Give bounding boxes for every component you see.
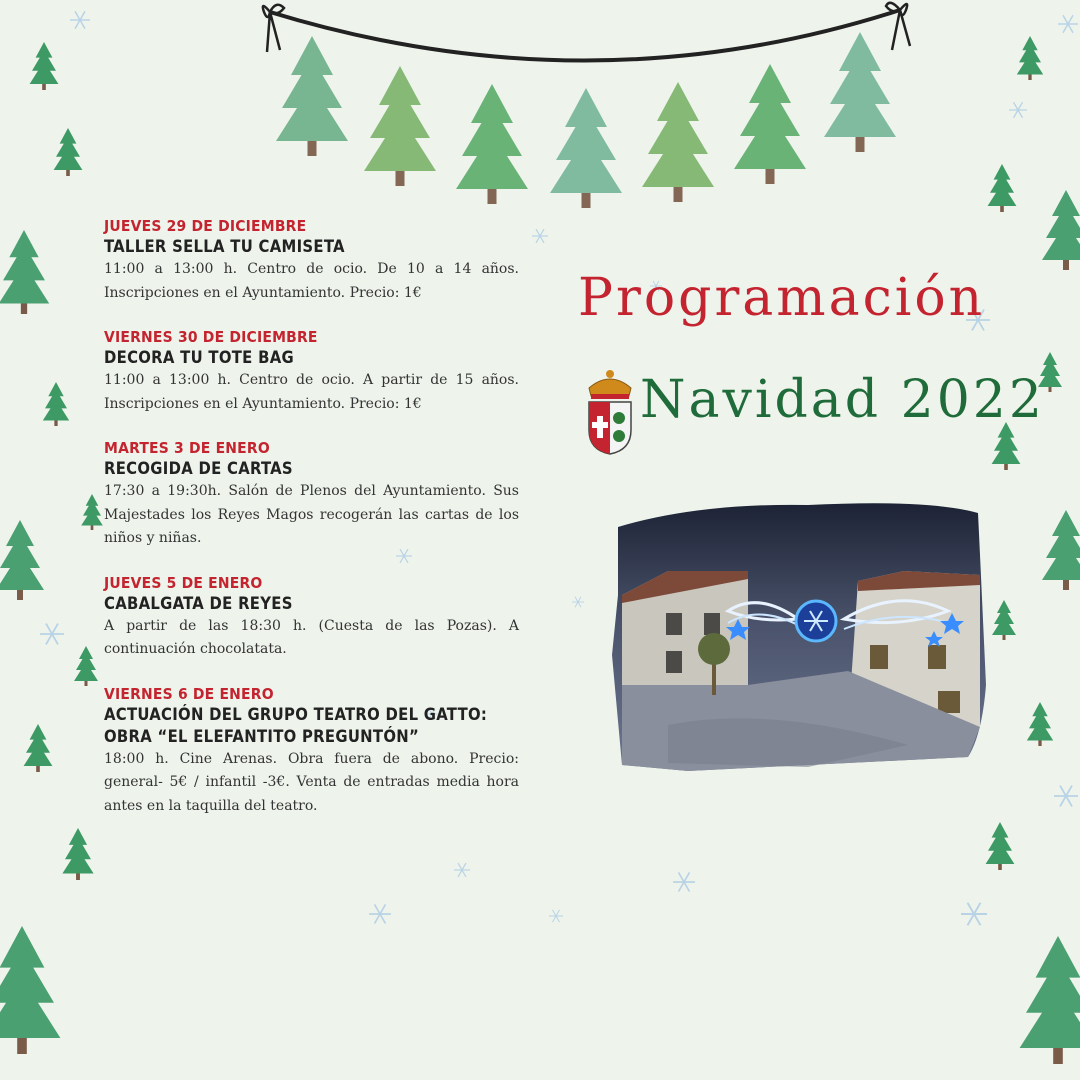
tree-icon [1027, 702, 1053, 746]
tree-icon [24, 724, 53, 772]
tree-icon [1042, 190, 1080, 270]
snowflake-icon [369, 904, 391, 923]
tree-icon [74, 646, 98, 686]
garland-tree-icon [456, 84, 528, 204]
event-date: MARTES 3 DE ENERO [104, 439, 270, 457]
event-item [104, 327, 519, 416]
snowflake-icon [572, 597, 584, 607]
tree-icon [43, 382, 69, 426]
snowflake-icon [40, 624, 64, 645]
tree-icon [54, 128, 83, 176]
street-photo [608, 495, 988, 775]
snowflake-icon [1058, 15, 1078, 32]
event-date: VIERNES 30 DE DICIEMBRE [104, 328, 318, 346]
snowflake-icon [549, 910, 563, 922]
events-list [104, 216, 519, 840]
tree-icon [0, 520, 44, 600]
snowflake-icon [961, 903, 987, 926]
tree-icon [81, 494, 103, 530]
snowflake-icon [70, 11, 90, 28]
tree-icon [62, 828, 93, 880]
snowflake-icon [673, 872, 695, 891]
event-date: JUEVES 29 DE DICIEMBRE [104, 217, 307, 235]
event-description: 11:00 a 13:00 h. Centro de ocio. A partir de 15 años. Inscripciones en el Ayuntamiento. Precio: 1€ [104, 372, 519, 412]
garland-tree-icon [734, 64, 806, 184]
event-title: RECOGIDA DE CARTAS [104, 459, 293, 478]
title-navidad: Navidad 2022 [640, 370, 1045, 430]
event-title: CABALGATA DE REYES [104, 593, 293, 613]
event-item [104, 573, 519, 662]
event-description: 11:00 a 13:00 h. Centro de ocio. De 10 a 14 años. Inscripciones en el Ayuntamiento. Precio: 1€ [104, 261, 519, 301]
tree-icon [986, 822, 1015, 870]
event-description: 17:30 a 19:30h. Salón de Plenos del Ayuntamiento. Sus Majestades los Reyes Magos recogerán las cartas de los niños y niñas. [104, 483, 519, 546]
snowflake-icon [532, 229, 548, 243]
tree-icon [1017, 36, 1043, 80]
snowflake-icon [1054, 786, 1078, 807]
event-item [104, 216, 519, 305]
right-bow-icon [886, 3, 910, 50]
event-title: ACTUACIÓN DEL GRUPO TEATRO DEL GATTO: OBRA “EL ELEFANTITO PREGUNTÓN” [104, 704, 488, 746]
tree-icon [0, 230, 49, 314]
snowflake-icon [454, 863, 470, 877]
tree-icon [1042, 510, 1080, 590]
event-title: DECORA TU TOTE BAG [104, 348, 294, 367]
garland [263, 3, 910, 208]
event-description: 18:00 h. Cine Arenas. Obra fuera de abono. Precio: general- 5€ / infantil -3€. Venta de entradas media hora antes en la taquilla del teatro. [104, 750, 519, 814]
tree-icon [30, 42, 59, 90]
coat-of-arms-icon [583, 366, 637, 458]
garland-tree-icon [550, 88, 622, 208]
tree-icon [0, 926, 60, 1054]
event-date: VIERNES 6 DE ENERO [104, 684, 274, 703]
event-item [104, 684, 519, 819]
garland-tree-icon [364, 66, 436, 186]
garland-tree-icon [642, 82, 714, 202]
event-date: JUEVES 5 DE ENERO [104, 573, 263, 592]
tree-icon [988, 164, 1017, 212]
event-description: A partir de las 18:30 h. (Cuesta de las Pozas). A continuación chocolatata. [104, 617, 519, 657]
event-title: TALLER SELLA TU CAMISETA [104, 237, 345, 256]
event-item [104, 438, 519, 551]
tree-icon [992, 600, 1016, 640]
title-programacion: Programación [578, 268, 986, 328]
garland-tree-icon [824, 32, 896, 152]
garland-tree-icon [276, 36, 348, 156]
snowflake-icon [1009, 102, 1027, 118]
tree-icon [1020, 936, 1080, 1064]
